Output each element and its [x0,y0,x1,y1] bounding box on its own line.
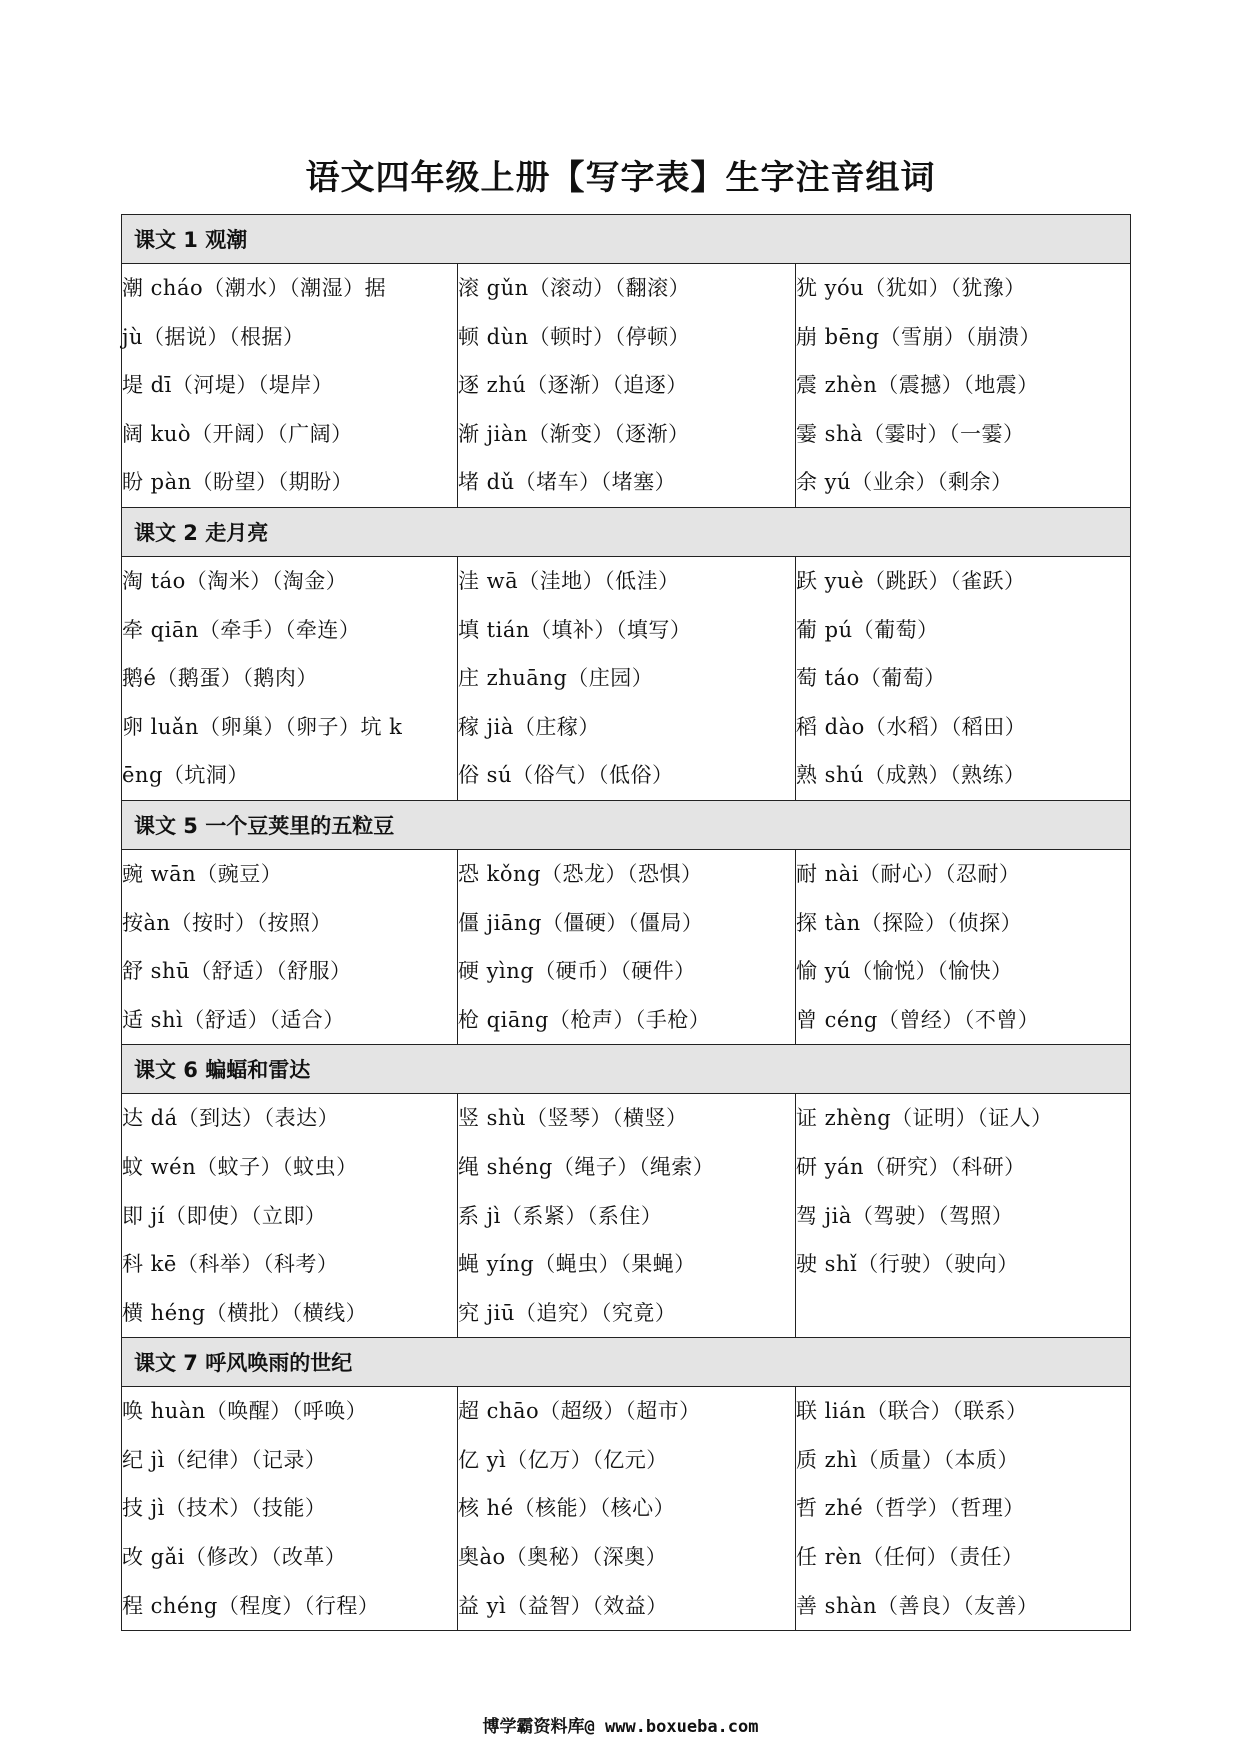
word-entry: 蝇 yíng（蝇虫）（果蝇） [458,1252,696,1277]
word-entry: 洼 wā（洼地）（低洼） [458,568,680,593]
word-entry: 俗 sú（俗气）（低俗） [458,763,674,788]
word-entry: 萄 táo（葡萄） [796,666,946,691]
word-column [122,1094,458,1338]
word-entry: 堵 dǔ（堵车）（堵塞） [458,470,677,495]
word-entry: 牵 qiān（牵手）（牵连） [122,617,361,642]
word-entry: ēng（坑洞） [122,763,249,788]
word-entry: 滚 gǔn（滚动）（翻滚） [458,276,691,300]
word-entry: 横 héng（横批）（横线） [122,1300,368,1325]
word-entry: 稼 jià（庄稼） [458,714,600,739]
word-entry: 哲 zhé（哲学）（哲理） [796,1496,1025,1521]
word-entry: 益 yì（益智）（效益） [458,1593,668,1618]
word-entry: 任 rèn（任何）（责任） [796,1545,1024,1570]
word-entry: 愉 yú（愉悦）（愉快） [796,959,1013,984]
vocab-table [121,214,1131,1631]
word-entry: 程 chéng（程度）（行程） [122,1593,380,1618]
word-entry: 驶 shǐ（行驶）（驶向） [796,1252,1019,1277]
word-entry: 绳 shéng（绳子）（绳索） [458,1154,715,1179]
word-entry: 恐 kǒng（恐龙）（恐惧） [458,861,703,886]
word-entry: 联 lián（联合）（联系） [796,1399,1028,1424]
word-entry: 改 gǎi（修改）（改革） [122,1545,347,1570]
word-entry: 唤 huàn（唤醒）（呼唤） [122,1399,368,1424]
word-column [796,264,1131,508]
section-header: 课文 7 呼风唤雨的世纪 [122,1338,1131,1387]
vocab-table-body [122,215,1131,1631]
section-header: 课文 1 观潮 [122,215,1131,264]
word-entry: 填 tián（填补）（填写） [458,617,692,642]
word-entry: 按àn（按时）（按照） [122,910,333,935]
word-entry: 跃 yuè（跳跃）（雀跃） [796,568,1026,593]
section-header-row [122,507,1131,556]
word-entry: 枪 qiāng（枪声）（手枪） [458,1007,711,1032]
word-column [796,1387,1131,1631]
section-header: 课文 6 蝙蝠和雷达 [122,1045,1131,1094]
word-entry: 顿 dùn（顿时）（停顿） [458,324,691,349]
word-entry: 逐 zhú（逐渐）（追逐） [458,373,688,398]
word-entry: 核 hé（核能）（核心） [458,1496,676,1521]
word-entry: 豌 wān（豌豆） [122,861,283,886]
word-entry: 硬 yìng（硬币）（硬件） [458,959,696,984]
word-entry: 堤 dī（河堤）（堤岸） [122,373,334,398]
word-entry: 驾 jià（驾驶）（驾照） [796,1203,1014,1228]
word-entry: 竖 shù（竖琴）（横竖） [458,1106,688,1131]
word-entry: 证 zhèng（证明）（证人） [796,1106,1053,1131]
word-entry: 达 dá（到达）（表达） [122,1106,340,1131]
word-column [122,849,458,1044]
section-header: 课文 5 一个豆荚里的五粒豆 [122,800,1131,849]
word-entry: 霎 shà（霎时）（一霎） [796,421,1025,446]
word-entry: 研 yán（研究）（科研） [796,1154,1026,1179]
word-column [796,556,1131,800]
section-content-row [122,1094,1131,1338]
word-entry: 葡 pú（葡萄） [796,617,939,642]
section-content-row [122,1387,1131,1631]
page-title: 语文四年级上册【写字表】生字注音组词 [305,158,936,198]
word-entry: 善 shàn（善良）（友善） [796,1593,1039,1618]
footer-watermark: 博学霸资料库@ www.boxueba.com [482,1717,759,1737]
word-entry: 稻 dào（水稻）（稻田） [796,714,1027,739]
word-entry: 超 chāo（超级）（超市） [458,1399,701,1424]
word-entry: 盼 pàn（盼望）（期盼） [122,470,354,495]
word-column [458,556,796,800]
word-entry: 奥ào（奥秘）（深奥） [458,1545,668,1570]
word-column [458,849,796,1044]
word-entry: 熟 shú（成熟）（熟练） [796,763,1026,788]
word-entry: 潮 cháo（潮水）（潮湿）据 [122,276,387,300]
word-entry: 阔 kuò（开阔）（广阔） [122,421,353,446]
section-header: 课文 2 走月亮 [122,507,1131,556]
word-entry: 质 zhì（质量）（本质） [796,1447,1019,1472]
word-entry: 技 jì（技术）（技能） [122,1496,327,1521]
word-entry: 震 zhèn（震撼）（地震） [796,373,1039,398]
word-column [122,264,458,508]
word-entry: 系 jì（系紧）（系住） [458,1203,663,1228]
word-entry: 即 jí（即使）（立即） [122,1203,327,1228]
word-entry: 庄 zhuāng（庄园） [458,666,654,691]
word-column [122,556,458,800]
word-column [122,1387,458,1631]
word-entry: 适 shì（舒适）（适合） [122,1007,345,1032]
word-entry: 渐 jiàn（渐变）（逐渐） [458,421,690,446]
section-content-row [122,264,1131,508]
word-entry: 崩 bēng（雪崩）（崩溃） [796,324,1042,349]
word-entry: 探 tàn（探险）（侦探） [796,910,1023,935]
word-entry: 僵 jiāng（僵硬）（僵局） [458,910,704,935]
word-entry: 曾 céng（曾经）（不曾） [796,1007,1040,1032]
section-header-row [122,1338,1131,1387]
word-entry: 亿 yì（亿万）（亿元） [458,1447,668,1472]
word-entry: jù（据说）（根据） [122,324,305,349]
word-entry: 犹 yóu（犹如）（犹豫） [796,276,1026,300]
word-entry: 余 yú（业余）（剩余） [796,470,1013,495]
word-entry: 鹅é（鹅蛋）（鹅肉） [122,666,318,691]
word-column [458,1387,796,1631]
section-content-row [122,849,1131,1044]
word-column [796,1094,1131,1338]
word-column [458,1094,796,1338]
word-column [458,264,796,508]
section-content-row [122,556,1131,800]
word-entry: 纪 jì（纪律）（记录） [122,1447,327,1472]
section-header-row [122,800,1131,849]
word-column [796,849,1131,1044]
section-header-row [122,215,1131,264]
word-entry: 科 kē（科举）（科考） [122,1252,339,1277]
section-header-row [122,1045,1131,1094]
word-entry: 淘 táo（淘米）（淘金） [122,568,348,593]
word-entry: 蚊 wén（蚊子）（蚊虫） [122,1154,358,1179]
word-entry: 耐 nài（耐心）（忍耐） [796,861,1021,886]
word-entry: 舒 shū（舒适）（舒服） [122,959,352,984]
word-entry: 究 jiū（追究）（究竟） [458,1300,677,1325]
word-entry: 卵 luǎn（卵巢）（卵子）坑 k [122,714,403,739]
